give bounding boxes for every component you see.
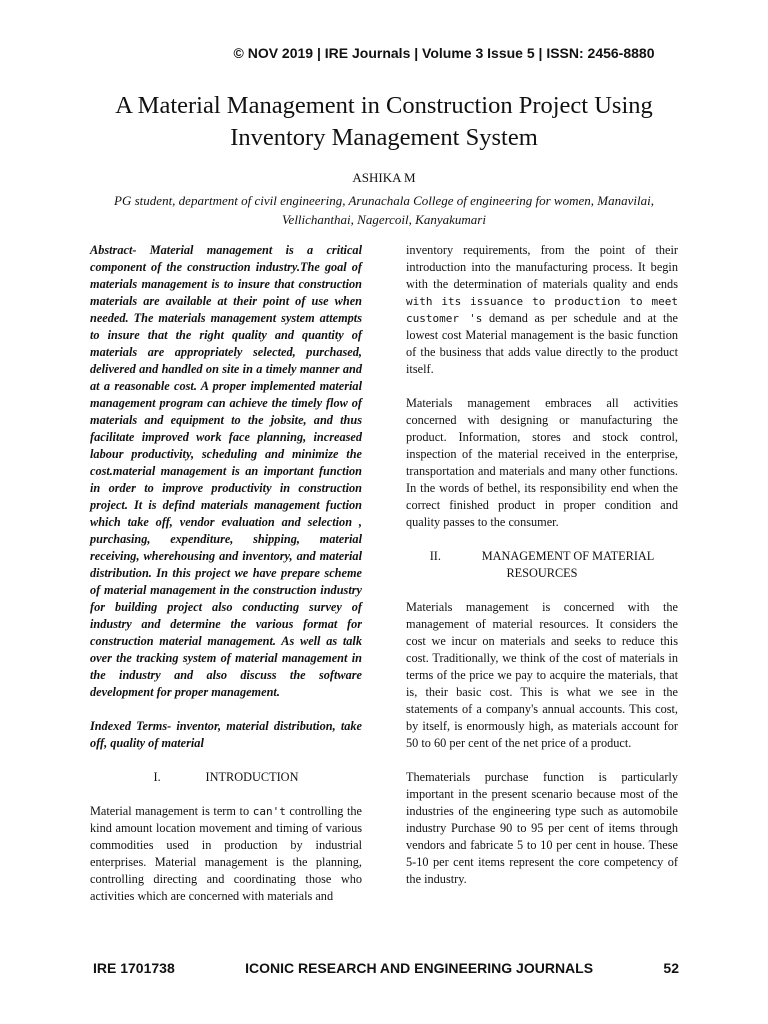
journal-header: © NOV 2019 | IRE Journals | Volume 3 Issue 5 | ISSN: 2456-8880 [233, 45, 655, 61]
author-affiliation [80, 191, 688, 229]
right-p1-text-b: demand as per schedule and at the lowest cost Material management is the basic function of the business that adds value directly to the product itself. [406, 311, 678, 376]
section-title-line-2: RESOURCES [506, 566, 578, 580]
footer-journal-name: ICONIC RESEARCH AND ENGINEERING JOURNALS [245, 960, 594, 976]
affiliation-line-2: Vellichanthai, Nagercoil, Kanyakumari [282, 212, 486, 227]
author-name: ASHIKA M [352, 170, 416, 185]
intro-text-b: controlling the kind amount location movement and timing of various commodities used in production by industrial enterprises. Material management is the planning, controlling directing and coordinating those who activities which are concerned with materials and [90, 804, 362, 903]
paper-title [40, 90, 728, 154]
title-line-2: Inventory Management System [230, 124, 538, 151]
footer-paper-id: IRE 1701738 [93, 960, 175, 976]
intro-paragraph [90, 803, 362, 905]
right-p1-text-mono: with its issuance to production to meet customer 's [406, 295, 678, 325]
right-paragraph-2: Materials management embraces all activities concerned with designing or manufacturing the product. Information, stores and stock control, inspection of the material received in the enterprise, transportation and materials and many other functions. In the words of bethel, its responsibility end when the correct finished product in proper condition and quality passes to the consumer. [406, 396, 678, 529]
intro-text-mono: can't [252, 805, 286, 818]
right-column [406, 242, 678, 905]
abstract: Abstract- Material management is a critical component of the construction industry.The goal of materials management is to insure that construction materials are available at their point of use when needed. The materials management system attempts to insure that the right quality and quantity of materials are appropriately selected, purchased, delivered and handled on site in a timely manner and at a reasonable cost. A proper implemented material management program can achieve the timely flow of materials and equipment to the jobsite, and thus facilitate improved work face planning, increased labour productivity, scheduling and minimize the cost.material management is an important function in order to improve productivity in construction project. It is defind materials management fuction which take off, vendor evaluation and selection , purchasing, expenditure, shipping, material receiving, wherehousing and inventory, and material distribution. In this project we have prepare scheme of material management in the construction industry for building project also conducting survey of industry and determine the various format for construction material management. As well as talk over the tracking system of material management in the industry and also discuss the software development for proper management. [90, 243, 362, 699]
section-number: II. [429, 549, 441, 563]
page-number: 52 [663, 960, 679, 976]
section-number: I. [153, 770, 161, 784]
section-title-line-1: MANAGEMENT OF MATERIAL [481, 549, 655, 563]
right-paragraph-4: Thematerials purchase function is particularly important in the present scenario because most of the industries of the engineering type such as automobile industry Purchase 90 to 95 per cent of items through vendors and fabricate 5 to 10 per cent in house. These 5-10 per cent items represent the core competency of the industry. [406, 770, 678, 886]
section-heading-introduction [90, 769, 362, 786]
section-title: INTRODUCTION [205, 770, 299, 784]
left-column [90, 242, 362, 922]
intro-text-a: Material management is term to [90, 804, 253, 818]
section-heading-management [406, 548, 678, 582]
right-paragraph-1 [406, 242, 678, 378]
indexed-terms: Indexed Terms- inventor, material distribution, take off, quality of material [90, 719, 362, 750]
page-footer [93, 960, 679, 976]
right-paragraph-3: Materials management is concerned with the management of material resources. It considers the cost we incur on materials and seeks to reduce this cost. Traditionally, we think of the cost of materials in terms of the price we pay to acquire the materials, that is, their basic cost. This is what we see in the statements of a company's annual accounts. This cost, by itself, is enormously high, as materials account for 50 to 60 per cent of the net price of a product. [406, 600, 678, 750]
affiliation-line-1: PG student, department of civil engineering, Arunachala College of engineering for women, Manavilai, [114, 193, 654, 208]
right-p1-text-a: inventory requirements, from the point of their introduction into the manufacturing process. It begin with the determination of materials quality and ends [406, 243, 678, 291]
title-line-1: A Material Management in Construction Project Using [115, 92, 653, 119]
